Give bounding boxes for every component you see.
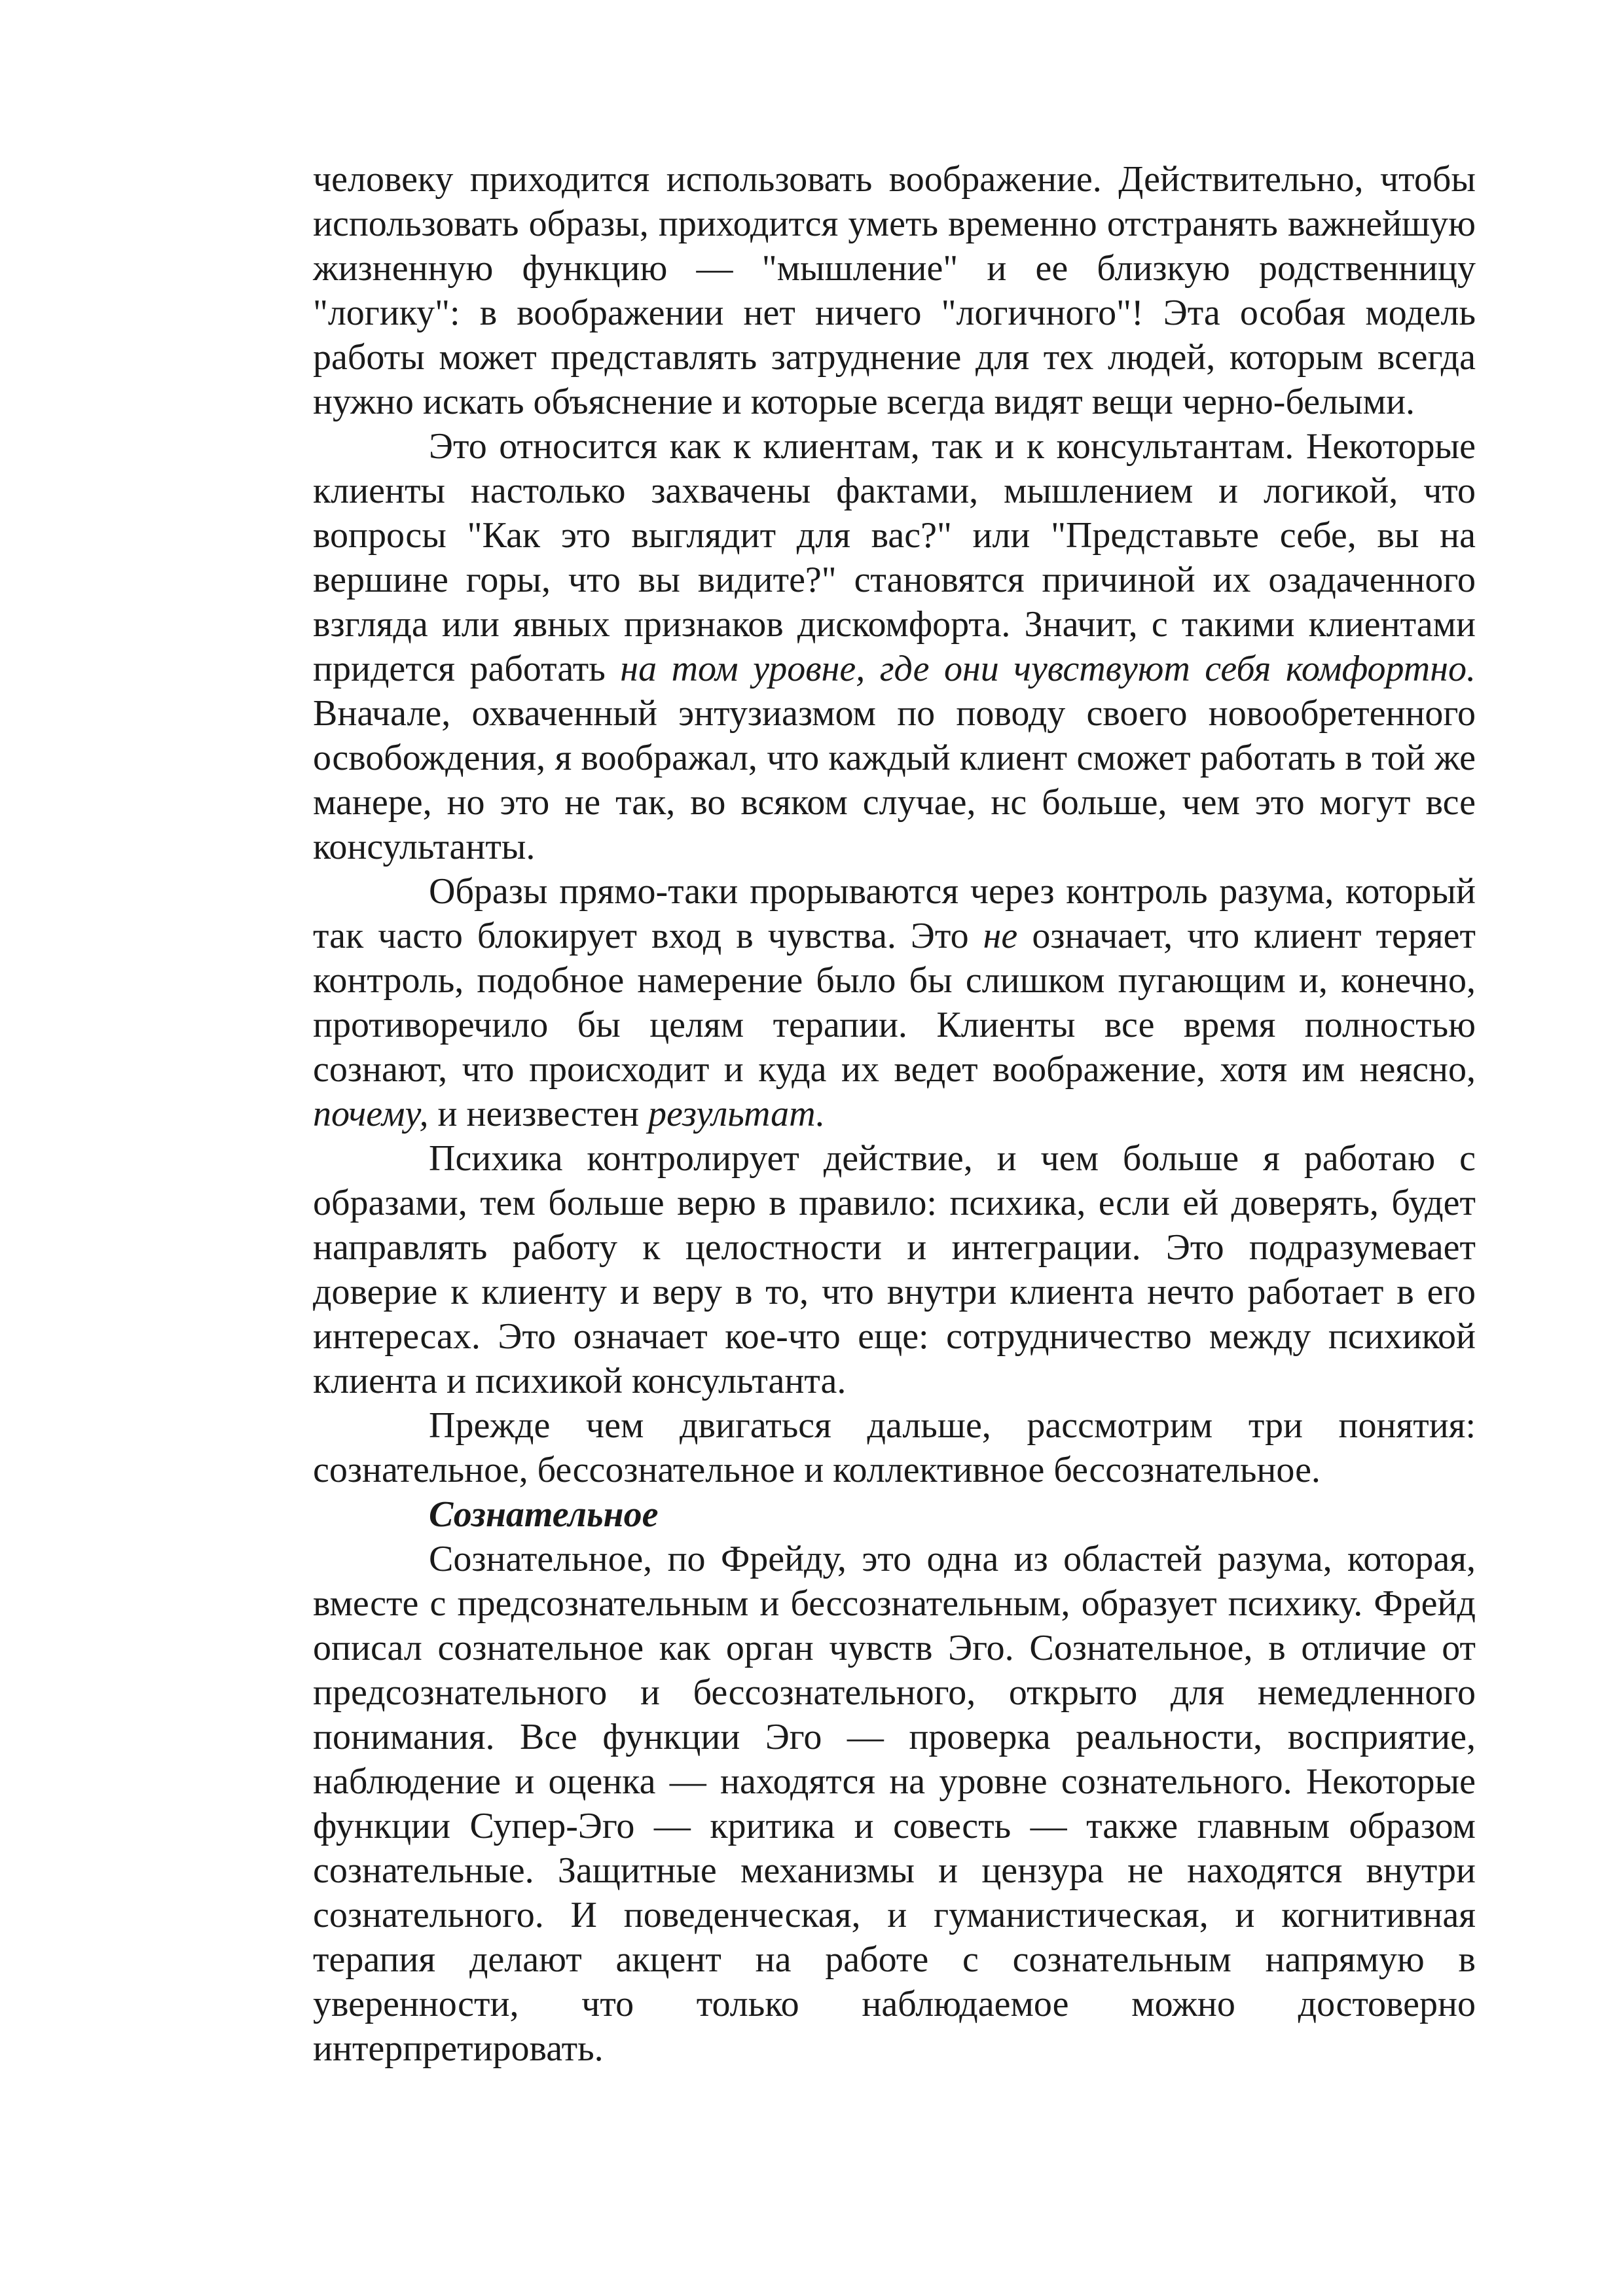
section-text xyxy=(313,1537,1476,2071)
text-run: Психика контролирует действие, и чем больше я работаю с образами, тем больше верю в правило: психика, если ей доверять, будет направлять работу к целостности и интеграции. Это подразумевает доверие к клиенту и веру в то, что внутри клиента нечто работает в его интересах. Это означает кое-что еще: сотрудничество между психикой клиента и психикой консультанта. xyxy=(313,1138,1476,1401)
text-run: Вначале, охваченный энтузиазмом по поводу своего новообретенного освобождения, я воображал, что каждый клиент сможет работать в той же манере, но это не так, во всяком случае, нс больше, чем это могут все консультанты. xyxy=(313,693,1476,867)
paragraph xyxy=(313,424,1476,869)
paragraph xyxy=(313,157,1476,424)
paragraph xyxy=(313,1403,1476,1492)
paragraph xyxy=(313,869,1476,1136)
paragraph xyxy=(313,1136,1476,1403)
italic-text: не xyxy=(983,916,1018,956)
text-run: Образы прямо-таки прорываются через контроль разума, который так часто блокирует вход в чувства. Это xyxy=(313,871,1476,956)
italic-text: почему, xyxy=(313,1094,429,1134)
text-run: означает, что клиент теряет контроль, подобное намерение было бы слишком пугающим и, конечно, противоречило бы целям терапии. Клиенты все время полностью сознают, что происходит и куда их ведет воображение, хотя им неясно, xyxy=(313,916,1476,1090)
body-text xyxy=(313,157,1476,1492)
text-run: Это относится как к клиентам, так и к консультантам. Некоторые клиенты настолько захвачены фактами, мышлением и логикой, что вопросы "Как это выглядит для вас?" или "Представьте себе, вы на вершине горы, что вы видите?" становятся причиной их озадаченного взгляда или явных признаков дискомфорта. Значит, с такими клиентами придется работать xyxy=(313,426,1476,689)
text-run: Сознательное, по Фрейду, это одна из областей разума, которая, вместе с предсознательным и бессознательным, образует психику. Фрейд описал сознательное как орган чувств Эго. Сознательное, в отличие от предсознательного и бессознательного, открыто для немедленного понимания. Все функции Эго — проверка реальности, восприятие, наблюдение и оценка — находятся на уровне сознательного. Некоторые функции Супер-Эго — критика и совесть — также главным образом сознательные. Защитные механизмы и цензура не находятся внутри сознательного. И поведенческая, и гуманистическая, и когнитивная терапия делают акцент на работе с сознательным напрямую в уверенности, что только наблюдаемое можно достоверно интерпретировать. xyxy=(313,1539,1476,2069)
paragraph xyxy=(313,1537,1476,2071)
document-page xyxy=(313,157,1476,2071)
text-run: Прежде чем двигаться дальше, рассмотрим три понятия: сознательное, бессознательное и коллективное бессознательное. xyxy=(313,1405,1476,1490)
italic-text: на том уровне, где они чувствуют себя комфортно. xyxy=(620,649,1476,689)
italic-text: результат. xyxy=(647,1094,826,1134)
text-run: человеку приходится использовать воображение. Действительно, чтобы использовать образы, приходится уметь временно отстранять важнейшую жизненную функцию — "мышление" и ее близкую родственницу "логику": в воображении нет ничего "логичного"! Эта особая модель работы может представлять затруднение для тех людей, которым всегда нужно искать объяснение и которые всегда видят вещи черно-белыми. xyxy=(313,159,1476,422)
text-run: и неизвестен xyxy=(428,1094,648,1134)
section-heading: Сознательное xyxy=(429,1494,659,1535)
